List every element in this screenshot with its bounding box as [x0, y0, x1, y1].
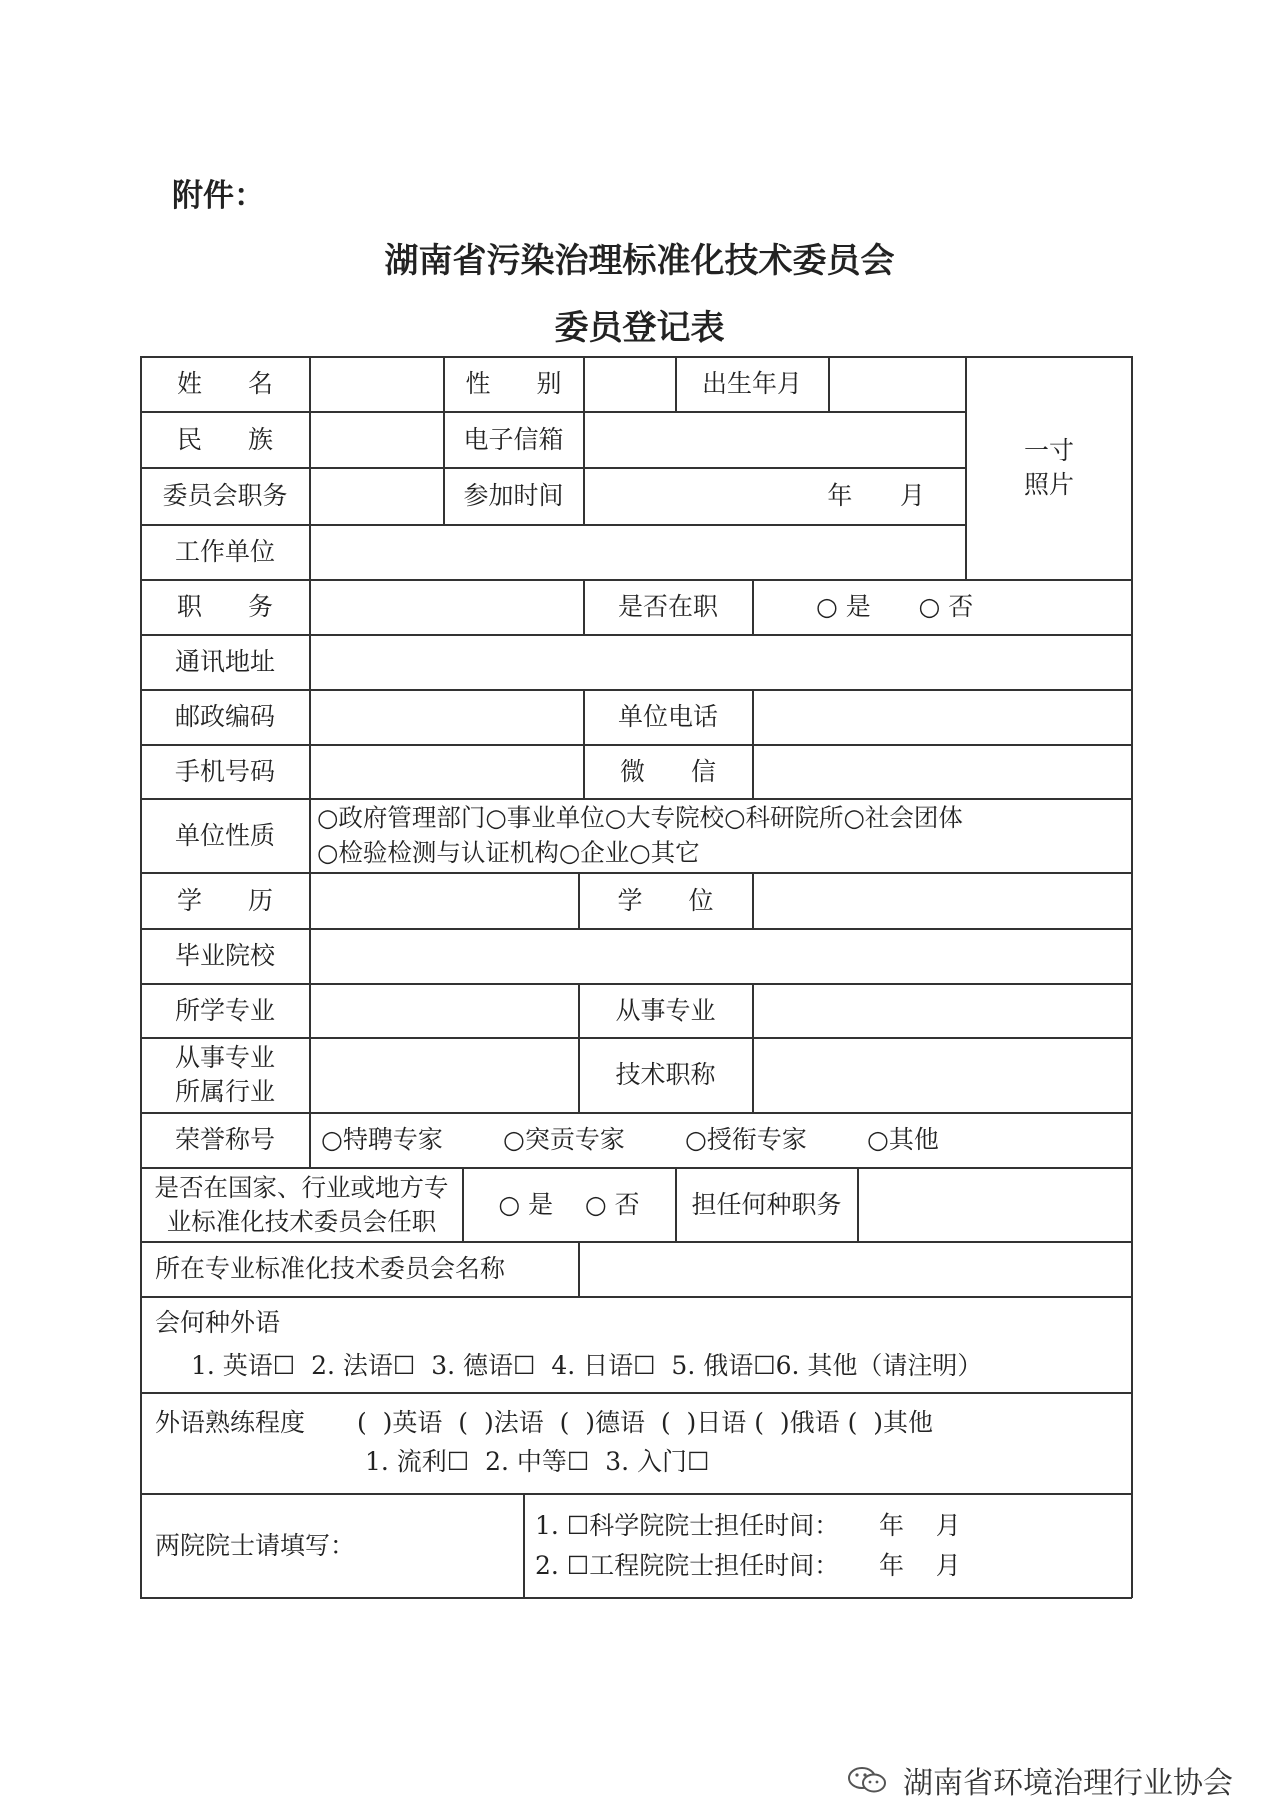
other-committee-options[interactable]: ○ 是 ○ 否: [498, 1189, 640, 1219]
address-field[interactable]: [311, 635, 1131, 689]
unit-type-label: 单位性质: [174, 820, 275, 850]
academician-label: 两院院士请填写：: [155, 1530, 356, 1560]
in-office-label: 是否在职: [617, 592, 718, 622]
graduated-school-field[interactable]: [311, 929, 1131, 983]
languages-options[interactable]: 1. 英语☐ 2. 法语☐ 3. 德语☐ 4. 日语☐ 5. 俄语☐6. 其他（请注明）: [191, 1350, 983, 1380]
email-field[interactable]: [585, 412, 965, 467]
committee-post-label: 委员会职务: [162, 481, 288, 511]
education-field[interactable]: [311, 873, 578, 928]
work-phone-label: 单位电话: [617, 702, 718, 732]
honor-option-outstanding[interactable]: ○突贡专家: [503, 1125, 625, 1155]
major-engaged-field[interactable]: [754, 984, 1131, 1037]
postcode-label: 邮政编码: [174, 702, 275, 732]
other-committee-label-line2: 业标准化技术委员会任职: [166, 1206, 437, 1236]
degree-field[interactable]: [754, 873, 1131, 928]
academician-engineering[interactable]: 2. ☐工程院院士担任时间： 年 月: [535, 1550, 961, 1580]
email-label: 电子信箱: [463, 424, 564, 454]
join-time-field[interactable]: 年 月: [827, 481, 925, 511]
honor-option-special[interactable]: ○特聘专家: [321, 1125, 443, 1155]
form-title: 湖南省污染治理标准化技术委员会: [384, 241, 895, 281]
workplace-field[interactable]: [311, 525, 965, 579]
honor-options[interactable]: [311, 1113, 1131, 1167]
other-committee-label-line1: 是否在国家、行业或地方专: [154, 1173, 449, 1203]
tech-title-label: 技术职称: [615, 1060, 716, 1090]
position-field[interactable]: [311, 580, 583, 634]
unit-type-options[interactable]: [311, 799, 1131, 872]
academician-options[interactable]: [525, 1494, 1131, 1597]
join-time-label: 参加时间: [463, 481, 564, 511]
proficiency-languages[interactable]: ( )英语 ( )法语 ( )德语 ( )日语 ( )俄语 ( )其他: [357, 1408, 933, 1438]
committee-post-field[interactable]: [311, 468, 443, 524]
mobile-label: 手机号码: [174, 756, 275, 786]
mobile-field[interactable]: [311, 745, 583, 798]
industry-label: [141, 1038, 309, 1112]
post-held-label: 担任何种职务: [691, 1189, 842, 1219]
footer-text: 湖南省环境治理行业协会: [903, 1766, 1233, 1801]
industry-field[interactable]: [311, 1038, 578, 1112]
gender-field[interactable]: [585, 357, 675, 411]
post-held-field[interactable]: [859, 1168, 1131, 1241]
wechat-label: 微 信: [620, 756, 716, 786]
academician-science[interactable]: 1. ☐科学院院士担任时间： 年 月: [535, 1510, 961, 1540]
proficiency-levels[interactable]: 1. 流利☐ 2. 中等☐ 3. 入门☐: [365, 1447, 710, 1476]
other-committee-label: [141, 1168, 462, 1241]
industry-label-line1: 从事专业: [174, 1043, 275, 1073]
languages-label: 会何种外语: [155, 1308, 281, 1337]
major-studied-field[interactable]: [311, 984, 578, 1037]
degree-label: 学 位: [617, 885, 714, 915]
proficiency-section: [141, 1393, 1131, 1493]
birth-field[interactable]: [830, 357, 965, 411]
gender-label: 性 别: [465, 369, 562, 399]
honor-label: 荣誉称号: [174, 1125, 275, 1155]
unit-type-options-line2[interactable]: ○检验检测与认证机构○企业○其它: [317, 837, 700, 867]
tech-title-field[interactable]: [754, 1038, 1131, 1112]
position-label: 职 务: [177, 592, 273, 622]
major-engaged-label: 从事专业: [615, 995, 716, 1025]
education-label: 学 历: [177, 885, 273, 915]
honor-option-titled[interactable]: ○授衔专家: [685, 1125, 807, 1155]
unit-type-options-line1[interactable]: ○政府管理部门○事业单位○大专院校○科研院所○社会团体: [317, 803, 963, 833]
workplace-label: 工作单位: [174, 537, 275, 567]
wechat-icon: [845, 1765, 891, 1795]
address-label: 通讯地址: [174, 647, 275, 677]
form-subtitle: 委员登记表: [554, 308, 725, 348]
committee-name-field[interactable]: [580, 1242, 1131, 1296]
photo-placeholder[interactable]: 一寸 照片: [1023, 436, 1074, 499]
postcode-field[interactable]: [311, 690, 583, 744]
major-studied-label: 所学专业: [174, 995, 275, 1025]
attachment-label: 附件：: [172, 178, 265, 214]
graduated-school-label: 毕业院校: [174, 941, 275, 971]
work-phone-field[interactable]: [754, 690, 1131, 744]
birth-label: 出生年月: [701, 369, 802, 399]
ethnicity-label: 民 族: [177, 424, 273, 454]
proficiency-label: 外语熟练程度: [155, 1408, 306, 1438]
languages-section: [141, 1297, 1131, 1392]
committee-name-label: 所在专业标准化技术委员会名称: [155, 1254, 506, 1284]
name-field[interactable]: [311, 357, 443, 411]
ethnicity-field[interactable]: [311, 412, 443, 467]
in-office-options[interactable]: ○ 是 ○ 否: [816, 592, 974, 622]
honor-option-other[interactable]: ○其他: [867, 1125, 939, 1155]
wechat-field[interactable]: [754, 745, 1131, 798]
footer-watermark: [845, 1758, 1233, 1802]
industry-label-line2: 所属行业: [174, 1077, 275, 1106]
name-label: 姓 名: [177, 369, 273, 399]
